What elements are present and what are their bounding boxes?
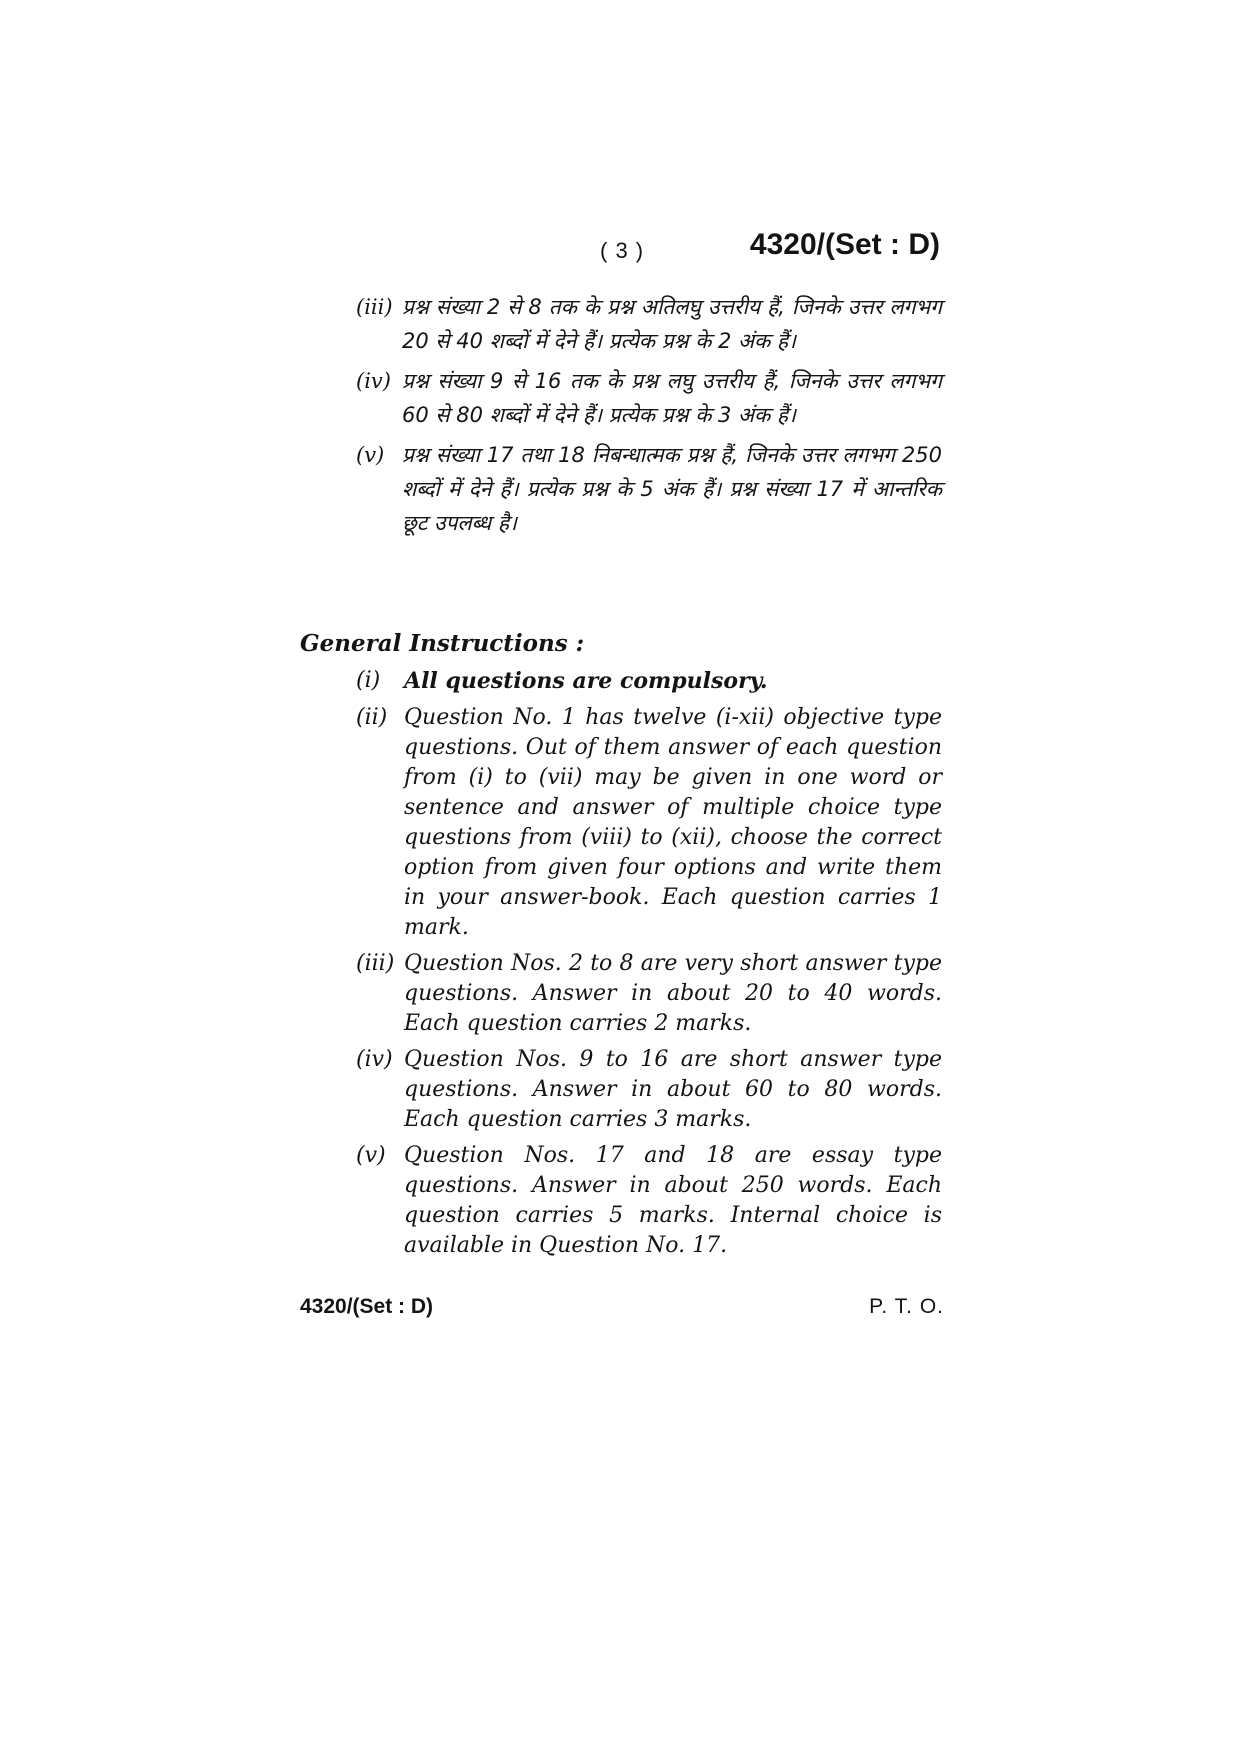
instruction-item <box>356 1045 942 1135</box>
paper-code-header: 4320/(Set : D) <box>749 228 940 261</box>
item-number: (v) <box>356 443 385 467</box>
item-text: Question Nos. 2 to 8 are very short answer type questions. Answer in about 20 to 40 words. Each question carries 2 marks. <box>404 951 942 1036</box>
item-number: (iv) <box>356 1047 393 1072</box>
item-number: (iv) <box>356 369 391 393</box>
item-text: Question Nos. 17 and 18 are essay type questions. Answer in about 250 words. Each question carries 5 marks. Internal choice is available in Question No. 17. <box>404 1143 942 1258</box>
instruction-item <box>356 666 942 697</box>
item-text: Question Nos. 9 to 16 are short answer type questions. Answer in about 60 to 80 words. Each question carries 3 marks. <box>404 1047 942 1132</box>
instruction-item <box>356 949 942 1039</box>
item-number: (v) <box>356 1143 386 1168</box>
pto-label: P. T. O. <box>869 1295 944 1318</box>
item-number: (iii) <box>356 295 393 319</box>
item-text: प्रश्न संख्या 2 से 8 तक के प्रश्न अतिलघु उत्तरीय हैं, जिनके उत्तर लगभग 20 से 40 शब्दों में देने हैं। प्रत्येक प्रश्न के 2 अंक हैं। <box>402 295 942 353</box>
paper-code-footer: 4320/(Set : D) <box>300 1295 434 1318</box>
item-number: (ii) <box>356 705 388 730</box>
item-text: All questions are compulsory. <box>404 668 768 694</box>
hindi-instructions <box>356 290 942 546</box>
instruction-item <box>356 703 942 943</box>
hindi-instruction-item <box>356 290 942 358</box>
page-number: ( 3 ) <box>600 238 645 263</box>
instruction-item <box>356 1141 942 1261</box>
hindi-instruction-item <box>356 364 942 432</box>
item-text: प्रश्न संख्या 17 तथा 18 निबन्धात्मक प्रश्न हैं, जिनके उत्तर लगभग 250 शब्दों में देने हैं। प्रत्येक प्रश्न के 5 अंक हैं। प्रश्न संख्या 17 में आन्तरिक छूट उपलब्ध है। <box>402 443 942 535</box>
hindi-instruction-item <box>356 438 942 540</box>
general-instructions-heading: General Instructions : <box>300 630 585 657</box>
general-instructions-list <box>356 666 942 1267</box>
item-text: प्रश्न संख्या 9 से 16 तक के प्रश्न लघु उत्तरीय हैं, जिनके उत्तर लगभग 60 से 80 शब्दों में देने हैं। प्रत्येक प्रश्न के 3 अंक हैं। <box>402 369 942 427</box>
item-number: (iii) <box>356 951 395 976</box>
item-number: (i) <box>356 668 381 693</box>
item-text: Question No. 1 has twelve (i-xii) objective type questions. Out of them answer of each question from (i) to (vii) may be given in one word or sentence and answer of multiple choice type questions from (viii) to (xii), choose the correct option from given four options and write them in your answer-book. Each question carries 1 mark. <box>404 705 942 940</box>
